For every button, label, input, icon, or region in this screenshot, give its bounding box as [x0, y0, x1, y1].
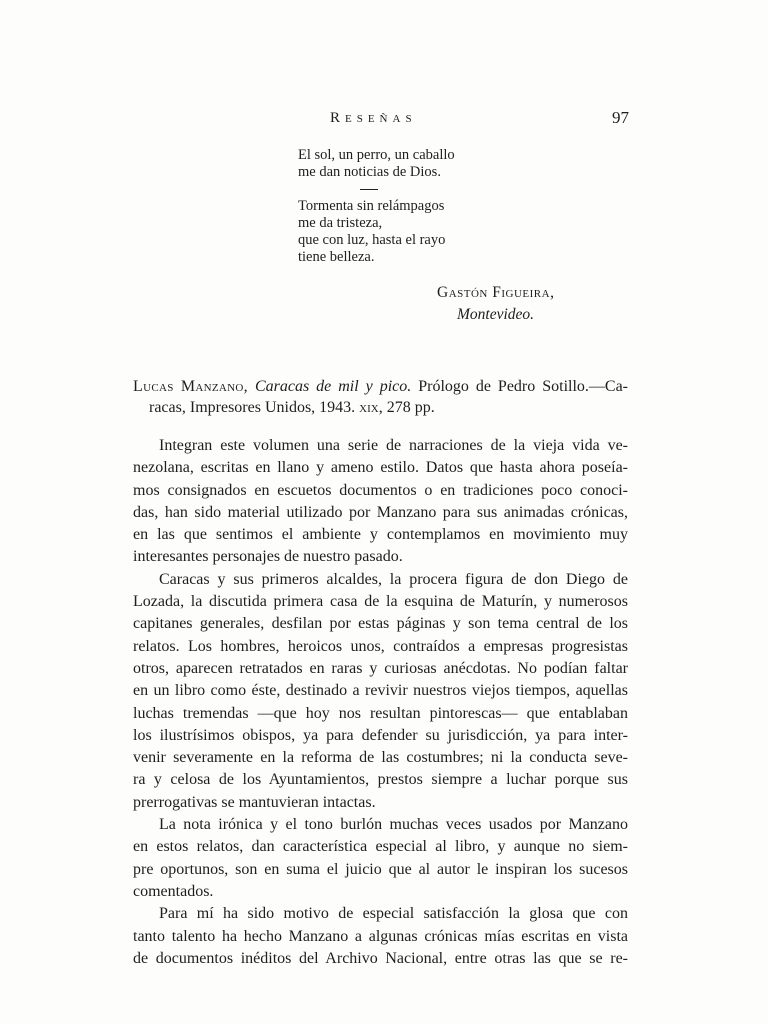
poem-separator	[360, 189, 378, 190]
citation-pages: , 278 pp.	[378, 399, 435, 416]
citation-title: Caracas de mil y pico.	[254, 378, 412, 395]
body-line: relatos. Los hombres, heroicos unos, contraídos a empresas progresistas	[133, 637, 628, 655]
body-line: capitanes generales, desfilan por estas páginas y son tema central de los	[133, 615, 628, 633]
body-line: nezolana, escritas en llano y ameno estilo. Datos que hasta ahora poseía-	[133, 459, 628, 477]
citation-roman-pages: xix	[359, 399, 379, 416]
body-line: Caracas y sus primeros alcaldes, la procera figura de don Diego de	[159, 570, 628, 588]
citation-line-2	[133, 397, 628, 418]
body-line: prerrogativas se mantuvieran intactas.	[133, 793, 376, 811]
citation-publisher: racas, Impresores Unidos, 1943.	[149, 399, 360, 416]
citation-details: Prólogo de Pedro Sotillo.—Ca-	[411, 378, 629, 395]
poem-line: me da tristeza,	[298, 215, 383, 231]
body-line: Lozada, la discutida primera casa de la esquina de Maturín, y numerosos	[133, 593, 628, 611]
body-line: luchas tremendas —que hoy nos resultan pintorescas— que entablaban	[133, 704, 628, 722]
body-line: comentados.	[133, 882, 214, 900]
body-line: de documentos inéditos del Archivo Nacional, entre otras las que se re-	[133, 949, 628, 967]
review-signature	[437, 282, 554, 326]
poem-block	[298, 147, 455, 266]
poem-line: Tormenta sin relámpagos	[298, 198, 445, 214]
body-line: das, han sido material utilizado por Manzano para sus animadas crónicas,	[133, 503, 628, 521]
body-line: venir severamente en la reforma de las costumbres; ni la conducta seve-	[133, 749, 628, 767]
signature-place: Montevideo.	[457, 306, 535, 323]
body-line: mos consignados en escuetos documentos o en tradiciones poco conoci-	[133, 481, 628, 499]
body-line: en las que sentimos el ambiente y contemplamos en movimiento muy	[133, 526, 628, 544]
citation-author: Lucas Manzano,	[133, 378, 248, 395]
poem-stanza-2	[298, 198, 455, 266]
body-line: tanto talento ha hecho Manzano a algunas crónicas mías escritas en vista	[133, 927, 628, 945]
poem-line: tiene belleza.	[298, 249, 375, 265]
body-line: los ilustrísimos obispos, ya para defender su jurisdicción, ya para inter-	[133, 726, 628, 744]
body-line: interesantes personajes de nuestro pasado.	[133, 548, 403, 566]
poem-line: El sol, un perro, un caballo	[298, 147, 455, 163]
body-line: Integran este volumen una serie de narraciones de la vieja vida ve-	[159, 437, 628, 454]
running-title: Reseñas	[330, 110, 417, 126]
body-line: Para mí ha sido motivo de especial satisfacción la glosa que con	[159, 905, 628, 923]
citation-line-1	[133, 376, 628, 397]
poem-line: que con luz, hasta el rayo	[298, 232, 446, 248]
review-body	[133, 435, 628, 970]
page-number: 97	[612, 108, 629, 127]
body-line: en un libro como éste, destinado a revivir nuestros viejos tiempos, aquellas	[133, 682, 628, 700]
body-line: La nota irónica y el tono burlón muchas veces usados por Manzano	[159, 816, 628, 834]
poem-stanza-1	[298, 147, 455, 181]
body-line: en estos relatos, dan característica especial al libro, y aunque no siem-	[133, 838, 628, 856]
signature-author: Gastón Figueira,	[437, 284, 555, 301]
body-line: otros, aparecen retratados en raras y curiosas anécdotas. No podían faltar	[133, 659, 628, 677]
body-line: pre oportunos, son en suma el juicio que al autor le inspiran los sucesos	[133, 860, 628, 878]
body-line: ra y celosa de los Ayuntamientos, prestos siempre a luchar porque sus	[133, 771, 628, 789]
poem-line: me dan noticias de Dios.	[298, 164, 441, 180]
book-citation	[133, 376, 628, 418]
